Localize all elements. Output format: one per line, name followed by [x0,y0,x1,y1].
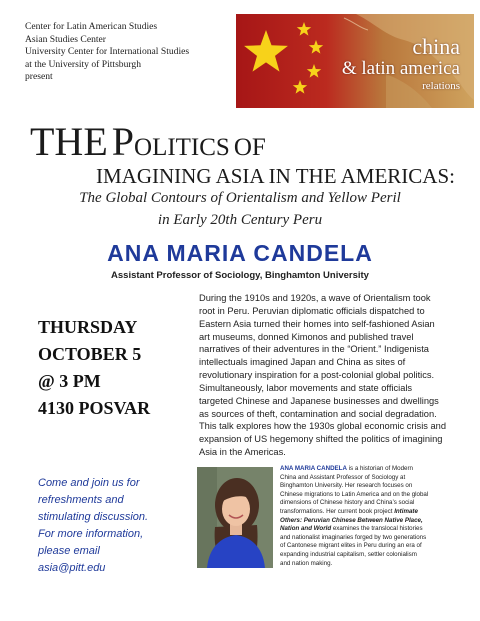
bio-text: Chinese migrations to Latin America and on the global [280,490,429,498]
event-date: OCTOBER 5 [38,344,142,364]
sponsor-line: Asian Studies Center [25,33,107,45]
bio-book-title: Others: Peruvian Chinese Between Native Place, [280,516,423,524]
speaker-photo [197,467,273,568]
title-p: P [111,119,135,164]
contact-email-link[interactable]: asia@pitt.edu [38,562,106,574]
china-latin-america-banner [236,14,474,108]
speaker-affiliation: Assistant Professor of Sociology, Binghamton University [111,270,369,281]
talk-abstract [199,292,465,459]
sponsor-line: Center for Latin American Studies [25,21,158,32]
abstract-line: root in Peru. Peruvian diplomatic officials dispatched to [199,305,425,316]
abstract-line: expansion of US hegemony shifted the politics of imagining [199,434,443,445]
event-title-line2: IMAGINING ASIA IN THE AMERICAS: [96,164,455,188]
bio-text: expanding industrial capitalism, settler colonialism [280,550,417,558]
bio-text: and nation making. [280,559,333,567]
bio-book-title: Intimate [394,507,418,515]
bio-text: dimensions of Chinese history and China’s social [280,499,415,507]
abstract-line: Simultaneously, labor movements and state officials [199,382,413,393]
abstract-line: This talk explores how the 1930s global economic crisis and [199,421,447,432]
bio-text: is a historian of Modern [346,465,413,472]
title-of: OF [233,134,266,161]
event-time: @ 3 PM [38,371,101,391]
invite-line: For more information, [38,528,144,540]
bio-text: and nationalist imaginaries forged by two generations [280,533,427,541]
banner-title [342,36,460,93]
bio-text: of Cantonese migrant elites in Peru during an era of [280,542,422,550]
abstract-line: During the 1910s and 1920s, a wave of Orientalism took [199,293,431,303]
banner-line-china: china [412,34,460,59]
invite-line: refreshments and [38,494,124,506]
invite-line: stimulating discussion. [38,511,149,523]
invite-line: please email [38,545,100,557]
speaker-bio [280,465,470,568]
invite-line: Come and join us for [38,477,140,489]
event-details [38,314,150,422]
event-subtitle-line1: The Global Contours of Orientalism and Yellow Peril [79,190,401,206]
abstract-line: revolutionary inspiration for a post-colonial global politics. [199,370,435,381]
bio-text: examines the translocal histories [331,525,423,533]
sponsor-line: at the University of Pittsburgh [25,58,142,70]
abstract-line: Asia in the Americas. [199,447,286,458]
bio-text: transformations. Her current book project [280,507,395,515]
sponsor-list [25,21,235,84]
sponsor-line: University Center for International Studies [25,46,190,58]
abstract-line: targeted Chinese and Japanese businesses and dwellings [199,395,439,406]
abstract-line: as sources of theft, contamination and social degradation. [199,408,437,419]
banner-line-relations: relations [422,80,460,92]
event-day: THURSDAY [38,317,138,337]
abstract-line: narratives of their adventures in the “Orient.” Indigenista [199,344,429,355]
bio-book-title: Nation and World [280,525,332,533]
sponsor-line: present [25,71,53,83]
abstract-line: Eastern Asia turned their homes into self-fashioned Asian [199,318,435,329]
bio-text: China and Assistant Professor of Sociology at [280,473,406,481]
event-subtitle-line2: in Early 20th Century Peru [157,212,323,228]
abstract-line: art museums, donned Kimonos and published travel [199,331,414,342]
title-the: THE [30,119,108,164]
speaker-portrait-icon [197,467,273,568]
bio-text: Binghamton University. Her research focuses on [280,482,413,490]
event-location: 4130 POSVAR [38,398,151,418]
abstract-line: intellectuals imagined Japan and China as sites of [199,357,406,368]
bio-name: ANA MARIA CANDELA [280,465,347,472]
title-olitics: OLITICS [134,134,230,161]
banner-line-latin-america: & latin america [341,58,460,79]
speaker-name: ANA MARIA CANDELA [107,240,373,266]
invitation-text [38,475,148,577]
